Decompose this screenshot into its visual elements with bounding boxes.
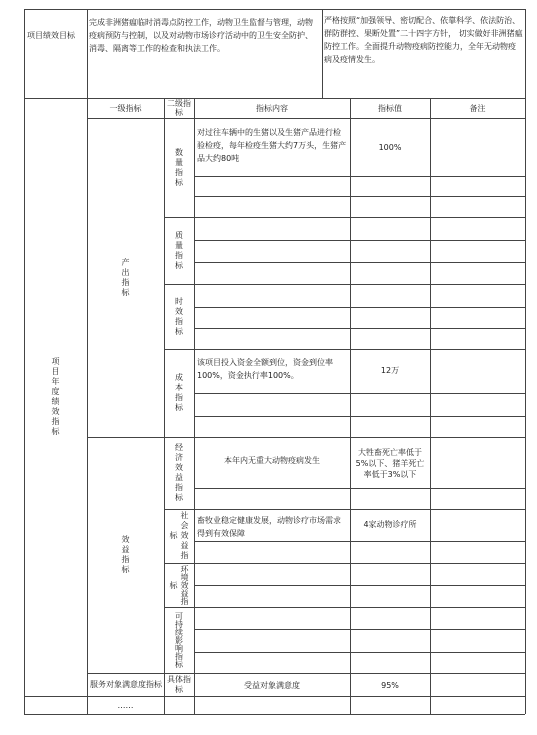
level2-social: 社会效益指标 [169,511,189,561]
quantity-content: 对过往车辆中的生猪以及生猪产品进行检验检疫，每年检疫生猪大约7万头，生猪产品大约80吨 [197,128,347,163]
cost-value: 12万 [380,365,400,375]
annual-indicators-label: 项目年度绩效指标 [51,357,60,437]
group-satisfaction: 服务对象满意度指标 [90,680,162,689]
ellipsis-row: …… [117,700,134,710]
social-value: 4家动物诊疗所 [363,519,417,529]
header-level1: 一级指标 [109,103,142,113]
goal-label: 项目绩效目标 [27,31,75,40]
header-content: 指标内容 [256,103,288,113]
header-level2: 二级指标 [167,99,191,117]
level2-quantity: 数量指标 [174,147,184,188]
group-benefit: 效益指标 [121,535,130,575]
cost-content: 该项目投入资金全额到位，资金到位率100%，资金执行率100%。 [197,358,333,380]
level2-quality: 质量指标 [174,230,184,271]
satisfaction-content: 受益对象满意度 [244,680,300,690]
goal-description-left: 完成非洲猪瘟临时消毒点防控工作，动物卫生监督与管理，动物疫病预防与控制，以及对动物市场诊疗活动中的卫生安全防护、消毒、隔离等工作的检查和执法工作。 [89,18,313,53]
satisfaction-value: 95% [381,680,399,690]
header-value: 指标值 [378,103,402,113]
social-content: 畜牧业稳定健康发展，动物诊疗市场需求得到有效保障 [197,516,341,538]
level2-specific: 具体指标 [167,675,191,694]
level2-cost: 成本指标 [174,373,184,413]
level2-environment: 环境效益指标 [169,565,189,605]
goal-description-right: 严格按照“加强领导、密切配合、依靠科学、依法防治、群防群控、果断处置”二十四字方针， 切实做好非洲猪瘟防控工作。全面提升动物疫病防控能力，全年无动物疫病及疫情发生。 [324,16,523,64]
quantity-value: 100% [378,142,402,152]
level2-sustainable: 可持续影响指标 [174,612,184,668]
level2-timeliness: 时效指标 [174,296,184,337]
group-output: 产出指标 [121,257,130,298]
economic-value: 大牲畜死亡率低于5%以下、猪羊死亡率低于3%以下 [355,447,425,479]
economic-content: 本年内无重大动物疫病发生 [224,455,320,465]
level2-economic: 经济效益指标 [174,443,184,503]
header-note: 备注 [469,103,486,113]
